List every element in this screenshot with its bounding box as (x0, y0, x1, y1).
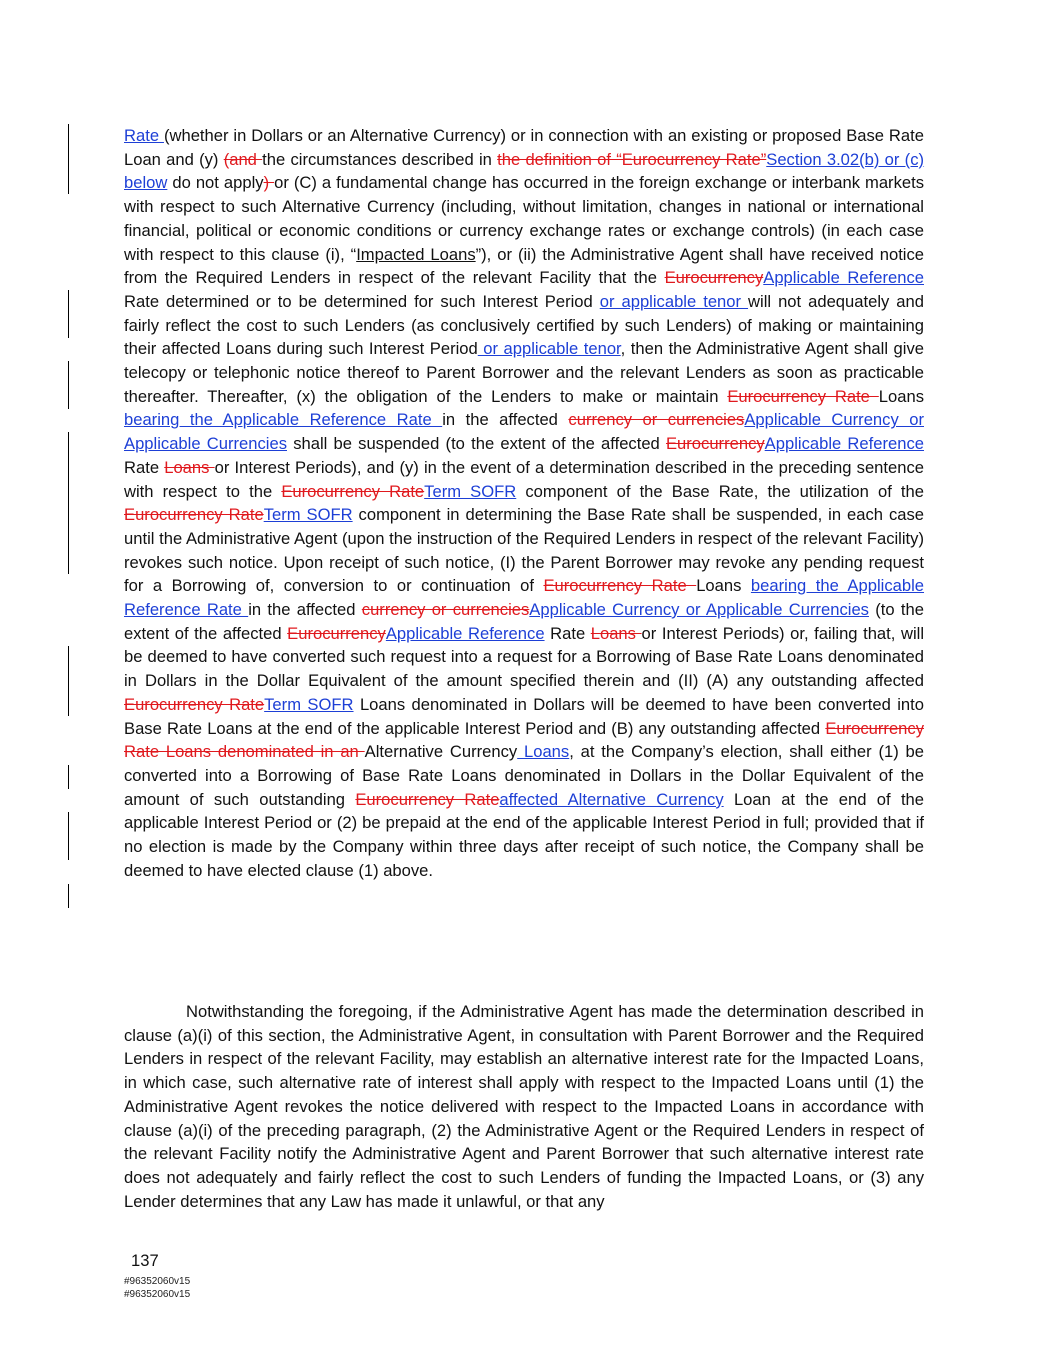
body-text: in the affected (442, 410, 569, 430)
inserted-text: bearing the Applicable Reference Rate (124, 410, 443, 430)
inserted-text: Section 3.02(b) or (c) below (124, 149, 925, 193)
change-bar (68, 124, 69, 194)
body-text: shall be suspended (to the extent of the affected (287, 434, 666, 454)
paragraph-1 (124, 124, 924, 883)
inserted-text: affected Alternative Currency (499, 789, 724, 809)
body-text: or (C) a fundamental change has occurred in the foreign exchange or interbank markets with respect to such Alternative Currency (including, without limitation, changes in national or international financial, political or economic conditions or currency exchange rates or exchange controls) (in each case with respect to this clause (i), “ (124, 173, 925, 264)
deleted-text: Eurocurrency (287, 623, 386, 643)
inserted-text: Applicable Reference (763, 268, 924, 288)
inserted-text: Term SOFR (264, 694, 354, 714)
doc-id: #96352060v15 (124, 1276, 191, 1287)
paragraph-2 (124, 1000, 924, 1213)
body-text: or Interest Periods), and (y) in the event of a determination described in the preceding sentence with respect to the (124, 457, 924, 501)
change-bar (68, 361, 69, 409)
body-text: Loan at the end of the applicable Interest Period or (2) be prepaid at the end of the applicable Interest Period in full; provided that if no election is made by the Company within three days after receipt of such notice, the Company shall be deemed to have elected clause (1) above. (124, 789, 925, 880)
body-text: (to the extent of the affected (124, 600, 924, 643)
body-text: Rate (544, 623, 591, 643)
body-text: Loans (878, 386, 924, 406)
deleted-text: Eurocurrency Rate (727, 386, 879, 406)
body-text: in the affected (248, 600, 362, 620)
body-text: will not adequately and fairly reflect the cost to such Lenders (as conclusively certified by such Lenders) of making or maintaining their affected Loans during such Interest Period (124, 291, 924, 359)
inserted-text: Applicable Reference (764, 434, 924, 454)
deleted-text: Eurocurrency Rate (124, 505, 264, 525)
body-text: the circumstances described in (262, 149, 498, 169)
deleted-text: ) (263, 173, 275, 193)
deleted-text: currency or currencies (361, 600, 530, 620)
deleted-text: Eurocurrency (665, 434, 765, 454)
deleted-text: the definition of “Eurocurrency Rate” (497, 149, 767, 169)
body-text: , then the Administrative Agent shall give telecopy or telephonic notice thereof to Parent Borrower and the relevant Lenders as soon as practicable thereafter. Thereafter, (x) the obligation of the Lenders to make or maintain (124, 339, 924, 406)
inserted-text: Applicable Currency or Applicable Currencies (124, 410, 924, 454)
change-bar (68, 812, 69, 860)
defined-term: Impacted Loans (356, 244, 476, 264)
change-bar (68, 765, 69, 789)
body-text: (whether in Dollars or an Alternative Currency) or in connection with an existing or proposed Base Rate Loan and (y) (124, 126, 924, 169)
inserted-text: or applicable tenor (477, 339, 621, 359)
body-text: Notwithstanding the foregoing, if the Administrative Agent has made the determination described in clause (a)(i) of this section, the Administrative Agent, in consultation with Parent Borrower and the Required Lenders in respect of the relevant Facility, may establish an alternative interest rate for the Impacted Loans, in which case, such alternative rate of interest shall apply with respect to the Impacted Loans until (1) the Administrative Agent revokes the notice delivered with respect to the Impacted Loans in accordance with clause (a)(i) of the preceding paragraph, (2) the Administrative Agent or the Required Lenders in respect of the relevant Facility notify the Administrative Agent and Parent Borrower that such alternative interest rate does not adequately and fairly reflect the cost to such Lenders of funding the Impacted Loans, or (3) any Lender determines that any Law has made it unlawful, or that any (124, 1002, 924, 1211)
body-text: component in determining the Base Rate shall be suspended, in each case until the Administrative Agent (upon the instruction of the Required Lenders in respect of the relevant Facility) revokes such notice. Upon receipt of such notice, (I) the Parent Borrower may revoke any pending request for a Borrowing of, conversion to or continuation of (124, 505, 924, 596)
deleted-text: (and (223, 149, 263, 169)
body-text: Loans denominated in Dollars will be deemed to have been converted into Base Rate Loans at the end of the applicable Interest Period and (B) any outstanding affected (124, 694, 924, 738)
change-bar (68, 884, 69, 908)
inserted-text: Term SOFR (263, 505, 353, 525)
inserted-text: Applicable Reference (385, 623, 545, 643)
page-number: 137 (131, 1251, 159, 1270)
deleted-text: Eurocurrency Rate (355, 789, 500, 809)
deleted-text: Eurocurrency Rate (281, 481, 425, 501)
deleted-text: Eurocurrency Rate Loans denominated in an (124, 718, 924, 762)
body-text: do not apply (167, 173, 264, 193)
inserted-text: Term SOFR (424, 481, 517, 501)
body-text: ”), or (ii) the Administrative Agent shall have received notice from the Required Lenders in respect of the relevant Facility that the (124, 244, 925, 288)
change-bar (68, 290, 69, 338)
change-bar (68, 646, 69, 716)
inserted-text: Loans (517, 742, 570, 762)
deleted-text: Eurocurrency Rate (543, 576, 697, 596)
body-text: , at the Company’s election, shall either (1) be converted into a Borrowing of Base Rate Loans denominated in Dollars in the Dollar Equivalent of the amount of such outstanding (124, 742, 924, 809)
body-text: Rate (124, 457, 165, 477)
inserted-text: Applicable Currency or Applicable Currencies (529, 600, 869, 620)
deleted-text: Loans (164, 457, 215, 477)
body-text: Alternative Currency (364, 742, 518, 762)
deleted-text: Eurocurrency (664, 268, 764, 288)
change-bar (68, 432, 69, 574)
deleted-text: currency or currencies (568, 410, 745, 430)
body-text: Rate determined or to be determined for such Interest Period (124, 291, 600, 311)
inserted-text: bearing the Applicable Reference Rate (124, 576, 925, 620)
inserted-text: or applicable tenor (599, 291, 749, 311)
body-text: component of the Base Rate, the utilization of the (516, 481, 924, 501)
deleted-text: Eurocurrency Rate (124, 694, 265, 714)
deleted-text: Loans (590, 623, 642, 643)
body-text: or Interest Periods) or, failing that, will be deemed to have converted such request into a request for a Borrowing of Base Rate Loans denominated in Dollars in the Dollar Equivalent of the amount specified therein and (II) (A) any outstanding affected (124, 623, 925, 691)
body-text: Loans (696, 576, 751, 596)
doc-id: #96352060v15 (124, 1289, 191, 1300)
inserted-text: Rate (124, 126, 164, 145)
